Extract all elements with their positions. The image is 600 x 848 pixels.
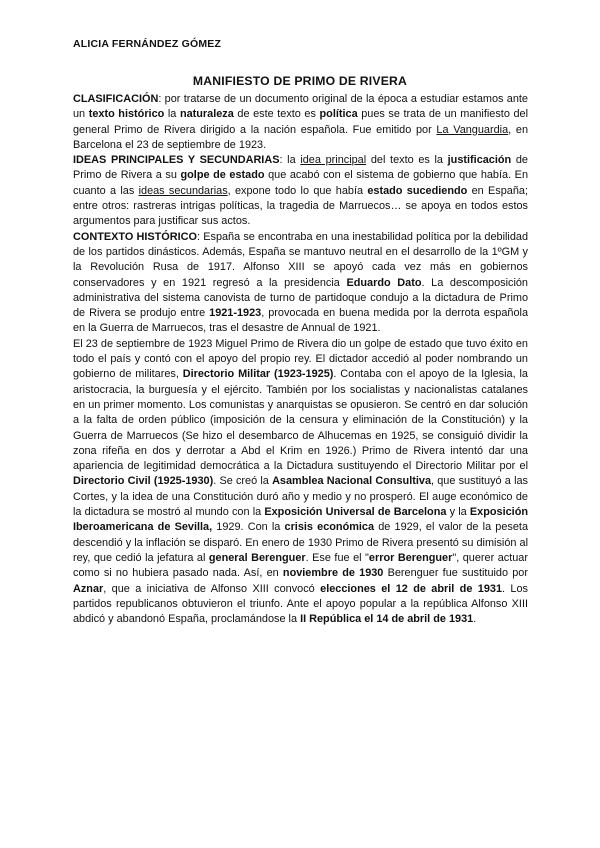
bold-text: Eduardo Dato bbox=[346, 276, 422, 289]
bold-text: política bbox=[319, 108, 358, 121]
paragraph-clasificacion bbox=[73, 92, 528, 153]
bold-text: error Berenguer bbox=[368, 551, 453, 564]
text-run: . La descomposición administrativa del sistema canovista de turno de partidoque condujo a la dictadura de Primo de Rivera se produjo entre bbox=[73, 276, 528, 320]
bold-text: CLASIFICACIÓN bbox=[73, 93, 159, 105]
text-run: ", querer actuar como si no hubiera pasado nada. Así, en bbox=[73, 551, 528, 580]
document-body bbox=[73, 92, 528, 627]
underlined-text: ideas secundarias bbox=[138, 184, 228, 197]
bold-text: noviembre de 1930 bbox=[282, 567, 384, 580]
text-run: : por tratarse de un documento original de la época a estudiar estamos ante un bbox=[73, 93, 528, 121]
bold-text: elecciones el 12 de abril de 1931 bbox=[320, 582, 503, 595]
bold-text: general Berenguer bbox=[208, 551, 306, 564]
text-run: de 1929, el valor de la peseta descendió y la inflación se disparó. En enero de 1930 Primo de Rivera presentó su dimisión al rey, que cedió la jefatura al bbox=[73, 521, 528, 564]
text-run: de Primo de Rivera a su bbox=[73, 154, 528, 182]
bold-text: texto histórico bbox=[88, 108, 165, 121]
text-run: , en Barcelona el 23 de septiembre de 1923. bbox=[73, 123, 529, 151]
bold-text: estado sucediendo bbox=[367, 184, 468, 197]
text-run: de este texto es bbox=[233, 108, 320, 121]
bold-text: naturaleza bbox=[179, 108, 234, 121]
bold-text: IDEAS PRINCIPALES Y SECUNDARIAS bbox=[73, 154, 280, 167]
bold-text: Directorio Militar (1923-1925) bbox=[182, 368, 334, 381]
text-run: del texto es la bbox=[366, 154, 448, 167]
bold-text: Aznar bbox=[73, 582, 104, 595]
text-run: la bbox=[164, 108, 180, 121]
underlined-text: idea principal bbox=[300, 154, 367, 167]
text-run: pues se trata de un manifiesto del general Primo de Rivera dirigido a la nación española. Fue emitido por bbox=[73, 108, 528, 136]
text-run: y la bbox=[446, 506, 470, 519]
bold-text: CONTEXTO HISTÓRICO bbox=[73, 230, 198, 243]
text-run: : España se encontraba en una inestabilidad política por la debilidad de los partidos dinásticos. Además, España se mantuvo neutral en el desarrollo de la 1ºGM y la Revolución Rusa de 1917. Alfonso XIII se apoyó cada vez más en gobiernos conservadores y en 1921 regresó a la presidencia bbox=[73, 230, 529, 289]
text-run: El 23 de septiembre de 1923 Miguel Primo de Rivera dio un golpe de estado que tuvo éxito en todo el país y contó con el apoyo del propio rey. El dictador accedió al poder nombrando un gobierno de militares, bbox=[73, 337, 528, 381]
bold-text: crisis económica bbox=[284, 521, 375, 534]
text-run: , que sustituyó a las Cortes, y la idea de una Constitución duró año y medio y no prosperó. El auge económico de la dictadura se mostró al mundo con la bbox=[73, 475, 528, 519]
text-run: en España; entre otros: rastreras intrigas políticas, la tragedia de Marruecos… se apoya en todos estos argumentos para justificar sus actos. bbox=[73, 184, 528, 228]
text-run: , que a iniciativa de Alfonso XIII convocó bbox=[103, 582, 321, 595]
text-run: . Se creó la bbox=[213, 475, 273, 488]
paragraph-ideas bbox=[73, 153, 528, 229]
bold-text: 1921-1923 bbox=[209, 307, 262, 320]
paragraph-contexto bbox=[73, 230, 528, 337]
paragraph-golpe bbox=[73, 337, 528, 628]
text-run: . bbox=[473, 613, 477, 626]
bold-text: Directorio Civil (1925-1930) bbox=[73, 475, 214, 488]
text-run: , provocada en buena medida por la derrota española en la Guerra de Marruecos, tras el desastre de Annual de 1921. bbox=[73, 307, 528, 335]
text-run: . Los partidos republicanos obtuvieron el triunfo. Ante el apoyo popular a la república Alfonso XIII abdicó y abandonó España, proclamándose la bbox=[73, 582, 528, 626]
bold-text: Asamblea Nacional Consultiva bbox=[272, 475, 431, 488]
underlined-text: La Vanguardia bbox=[436, 123, 509, 136]
text-run: 1929. Con la bbox=[212, 521, 285, 534]
text-run: , expone todo lo que había bbox=[227, 184, 368, 197]
bold-text: golpe de estado bbox=[180, 169, 265, 182]
author-header: ALICIA FERNÁNDEZ GÓMEZ bbox=[73, 38, 222, 50]
bold-text: Exposición Iberoamericana de Sevilla, bbox=[73, 506, 529, 534]
bold-text: Exposición Universal de Barcelona bbox=[264, 506, 447, 519]
bold-text: II República el 14 de abril de 1931 bbox=[300, 613, 474, 626]
text-run: : la bbox=[279, 154, 301, 167]
text-run: . Contaba con el apoyo de la Iglesia, la aristocracia, la burguesía y el ejército. También por los socialistas y nacionalistas catalanes en un primer momento. Los comunistas y anarquistas se opusieron. Se centró en dar solución a la falta de orden público (imposición de la censura y eliminación de la Constitución) y la Guerra de Marruecos (Se hizo el desembarco de Alhucemas en 1925, se consiguió dividir la zona rifeña en dos y derrotar a Abd el Krim en 1926.) Primo de Rivera intentó dar una apariencia de legitimidad democrática a la Dictadura sustituyendo el Directorio Militar por el bbox=[73, 368, 528, 473]
document-title: MANIFIESTO DE PRIMO DE RIVERA bbox=[192, 74, 408, 88]
text-run: Berenguer fue sustituido por bbox=[383, 567, 528, 580]
text-run: que acabó con el sistema de gobierno que había. En cuanto a las bbox=[73, 169, 528, 197]
bold-text: justificación bbox=[447, 154, 512, 167]
text-run: . Ese fue el " bbox=[305, 551, 369, 564]
